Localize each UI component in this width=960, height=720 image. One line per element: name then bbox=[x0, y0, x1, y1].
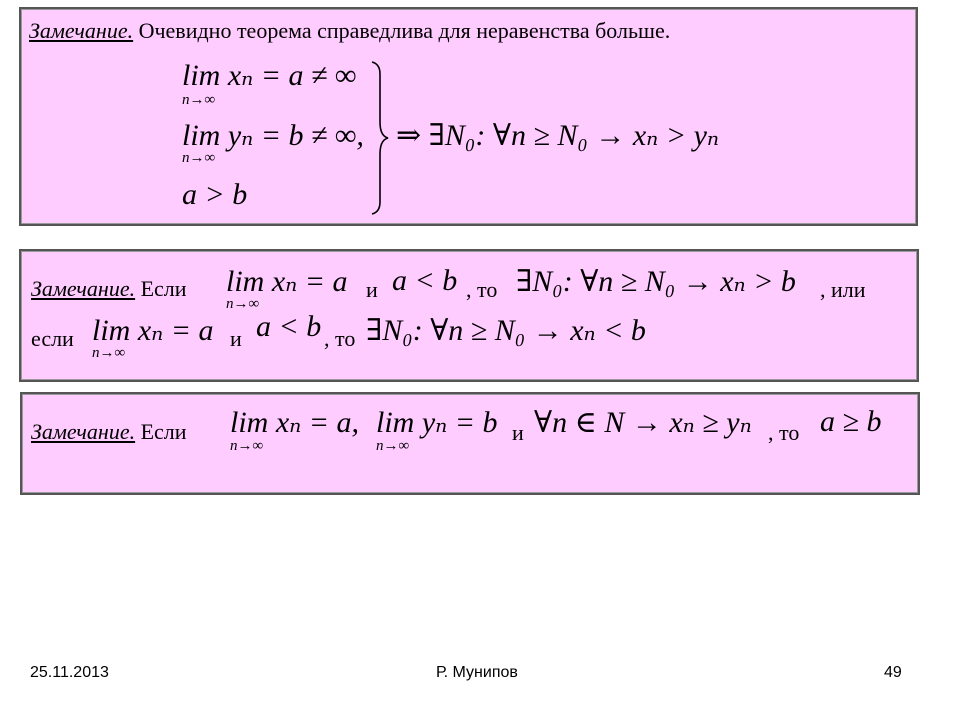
if-word: Если bbox=[140, 276, 187, 301]
remark-label-2 bbox=[31, 276, 187, 302]
curly-brace-icon bbox=[368, 60, 390, 216]
a-greater-b: a > b bbox=[182, 178, 248, 211]
remark-label-3 bbox=[31, 419, 187, 445]
limit-x-equals-a-2: lim xₙ = a bbox=[92, 314, 214, 347]
a-less-b: a < b bbox=[392, 264, 458, 297]
footer-author: Р. Мунипов bbox=[436, 664, 518, 681]
a-less-b-2: a < b bbox=[256, 310, 322, 343]
remark-1-line bbox=[29, 18, 670, 44]
limit-y-equals-b: lim yₙ = b bbox=[376, 406, 498, 439]
remark-label: Замечание. bbox=[31, 276, 136, 301]
limit-x-equals-a: lim xₙ = a ≠ ∞ bbox=[182, 59, 357, 92]
limit-subscript: n→∞ bbox=[226, 296, 260, 312]
limit-subscript: n→∞ bbox=[182, 92, 216, 108]
remark-label: Замечание. bbox=[31, 419, 136, 444]
conclusion-x-less-b: ∃N₀: ∀n ≥ N₀ → xₙ < b bbox=[366, 314, 646, 347]
footer-page-number: 49 bbox=[884, 664, 902, 681]
then-word-2: , то bbox=[324, 326, 356, 351]
limit-x-equals-a: lim xₙ = a, bbox=[230, 406, 360, 439]
limit-y-equals-b: lim yₙ = b ≠ ∞, bbox=[182, 119, 364, 152]
limit-subscript: n→∞ bbox=[92, 345, 126, 361]
limit-subscript: n→∞ bbox=[376, 438, 410, 454]
footer-date: 25.11.2013 bbox=[30, 664, 109, 681]
forall-x-ge-y: ∀n ∈ N → xₙ ≥ yₙ bbox=[534, 406, 752, 439]
then-word: , то bbox=[466, 277, 498, 302]
limit-subscript: n→∞ bbox=[182, 150, 216, 166]
and-word: и bbox=[366, 277, 378, 302]
a-ge-b: a ≥ b bbox=[820, 405, 882, 438]
if-word: Если bbox=[140, 419, 187, 444]
if-word-2: если bbox=[31, 326, 74, 351]
and-word-2: и bbox=[230, 326, 242, 351]
or-word: , или bbox=[820, 277, 866, 302]
limit-x-equals-a: lim xₙ = a bbox=[226, 265, 348, 298]
conclusion-x-greater-y: ⇒ ∃N₀: ∀n ≥ N₀ → xₙ > yₙ bbox=[396, 119, 720, 152]
and-word: и bbox=[512, 420, 524, 445]
remark-1-text: Очевидно теорема справедлива для неравенства больше. bbox=[138, 18, 671, 43]
remark-label: Замечание. bbox=[29, 18, 134, 43]
limit-subscript: n→∞ bbox=[230, 438, 264, 454]
then-word: , то bbox=[768, 420, 800, 445]
conclusion-x-greater-b: ∃N₀: ∀n ≥ N₀ → xₙ > b bbox=[516, 265, 796, 298]
